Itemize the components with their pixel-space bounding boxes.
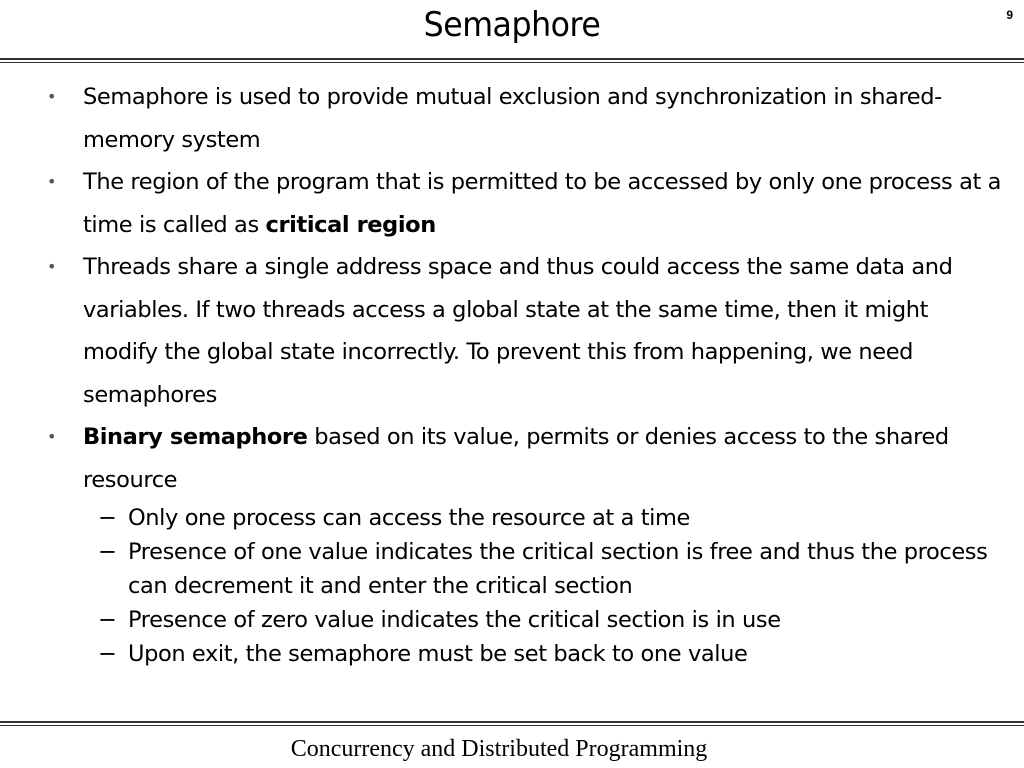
bullet-item-1: [0, 76, 1024, 161]
sub-bullet-marker: −: [98, 505, 117, 531]
bullet-item-3: [0, 246, 1024, 416]
sub-bullet-text: Only one process can access the resource at a time: [128, 505, 690, 531]
bullet-marker: •: [47, 427, 57, 446]
bullet-item-2: [0, 161, 1024, 246]
footer-rule-thin: [0, 725, 1024, 726]
footer-text: Concurrency and Distributed Programming: [290, 736, 708, 762]
header-rule-thin: [0, 62, 1024, 63]
bullet-marker: •: [47, 257, 57, 276]
bullet-text: Threads share a single address space and thus could access the same data and variables. If two threads access a global state at the same time, then it might modify the global state incorrectly. To prevent this from happening, we need semaphores: [83, 254, 953, 408]
bullet-list: [0, 76, 1024, 671]
sub-bullet-item-4: [0, 637, 1024, 671]
bullet-text: Semaphore is used to provide mutual exclusion and synchronization in shared-memory system: [83, 84, 942, 153]
bullet-text: based on its value, permits or denies access to the shared resource: [83, 424, 949, 493]
sub-bullet-text: Presence of one value indicates the critical section is free and thus the process can decrement it and enter the critical section: [128, 539, 988, 599]
sub-bullet-item-2: [0, 535, 1024, 603]
bullet-bold-term: Binary semaphore: [83, 424, 308, 450]
sub-bullet-text: Presence of zero value indicates the critical section is in use: [128, 607, 781, 633]
bullet-marker: •: [47, 87, 57, 106]
sub-bullet-marker: −: [98, 607, 117, 633]
sub-bullet-marker: −: [98, 641, 117, 667]
slide-title: Semaphore: [423, 5, 601, 45]
sub-bullet-marker: −: [98, 539, 117, 565]
sub-bullet-text: Upon exit, the semaphore must be set back to one value: [128, 641, 748, 667]
sub-bullet-item-3: [0, 603, 1024, 637]
header-rule-thick: [0, 58, 1024, 60]
sub-bullet-list: [0, 501, 1024, 671]
sub-bullet-item-1: [0, 501, 1024, 535]
footer-rule-thick: [0, 721, 1024, 723]
bullet-bold-term: critical region: [265, 211, 436, 238]
bullet-item-4: [0, 416, 1024, 501]
bullet-text: The region of the program that is permitted to be accessed by only one process at a time is called as: [83, 169, 1002, 238]
page-number: 9: [1006, 8, 1013, 22]
bullet-marker: •: [47, 172, 57, 191]
